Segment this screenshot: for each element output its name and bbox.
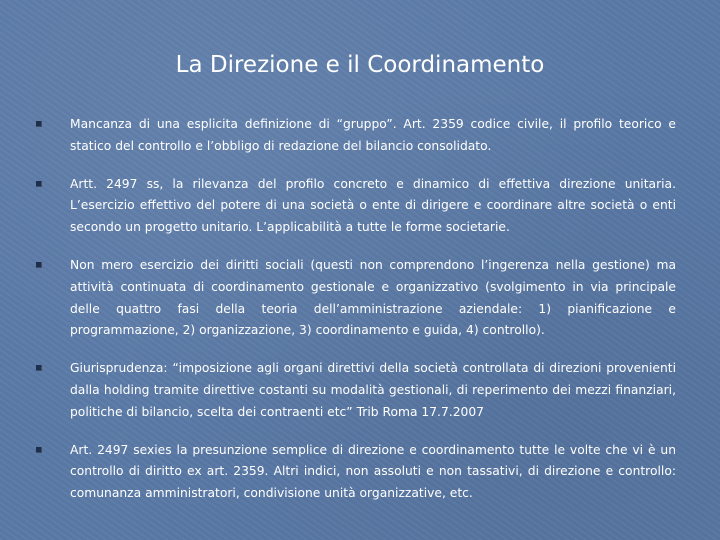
bullet-text: Giurisprudenza: “imposizione agli organi direttivi della società controllata di direzioni provenienti dalla holding tramite direttive costanti su modalità gestionali, di reperimento dei mezzi finanziari, politiche di bilancio, scelta dei contraenti etc” Trib Roma 17.7.2007 bbox=[70, 361, 676, 419]
square-bullet-icon bbox=[36, 262, 42, 268]
bullet-list bbox=[36, 114, 676, 521]
bullet-text: Artt. 2497 ss, la rilevanza del profilo concreto e dinamico di effettiva direzione unitaria. L’esercizio effettivo del potere di una società o ente di dirigere e coordinare altre società o enti secondo un progetto unitario. L’applicabilità a tutte le forme societarie. bbox=[70, 176, 676, 235]
slide-title: La Direzione e il Coordinamento bbox=[175, 52, 545, 78]
bullet-text: Mancanza di una esplicita definizione di “gruppo”. Art. 2359 codice civile, il profilo teorico e statico del controllo e l’obbligo di redazione del bilancio consolidato. bbox=[70, 117, 676, 153]
square-bullet-icon bbox=[36, 365, 42, 371]
bullet-item bbox=[36, 174, 676, 239]
bullet-text: Non mero esercizio dei diritti sociali (questi non comprendono l’ingerenza nella gestione) ma attività continuata di coordinamento gestionale e organizzativo (svolgimento in via principale delle quattro fasi della teoria dell’amministrazione aziendale: 1) pianificazione e programmazione, 2) organizzazione, 3) coordinamento e guida, 4) controllo). bbox=[70, 257, 676, 338]
bullet-text: Art. 2497 sexies la presunzione semplice di direzione e coordinamento tutte le volte che vi è un controllo di diritto ex art. 2359. Altri indici, non assoluti e non tassativi, di direzione e controllo: comunanza amministratori, condivisione unità organizzative, etc. bbox=[70, 442, 676, 501]
bullet-item bbox=[36, 358, 676, 423]
square-bullet-icon bbox=[36, 181, 42, 187]
square-bullet-icon bbox=[36, 121, 42, 127]
bullet-item bbox=[36, 255, 676, 342]
bullet-item bbox=[36, 440, 676, 505]
square-bullet-icon bbox=[36, 447, 42, 453]
bullet-item bbox=[36, 114, 676, 158]
